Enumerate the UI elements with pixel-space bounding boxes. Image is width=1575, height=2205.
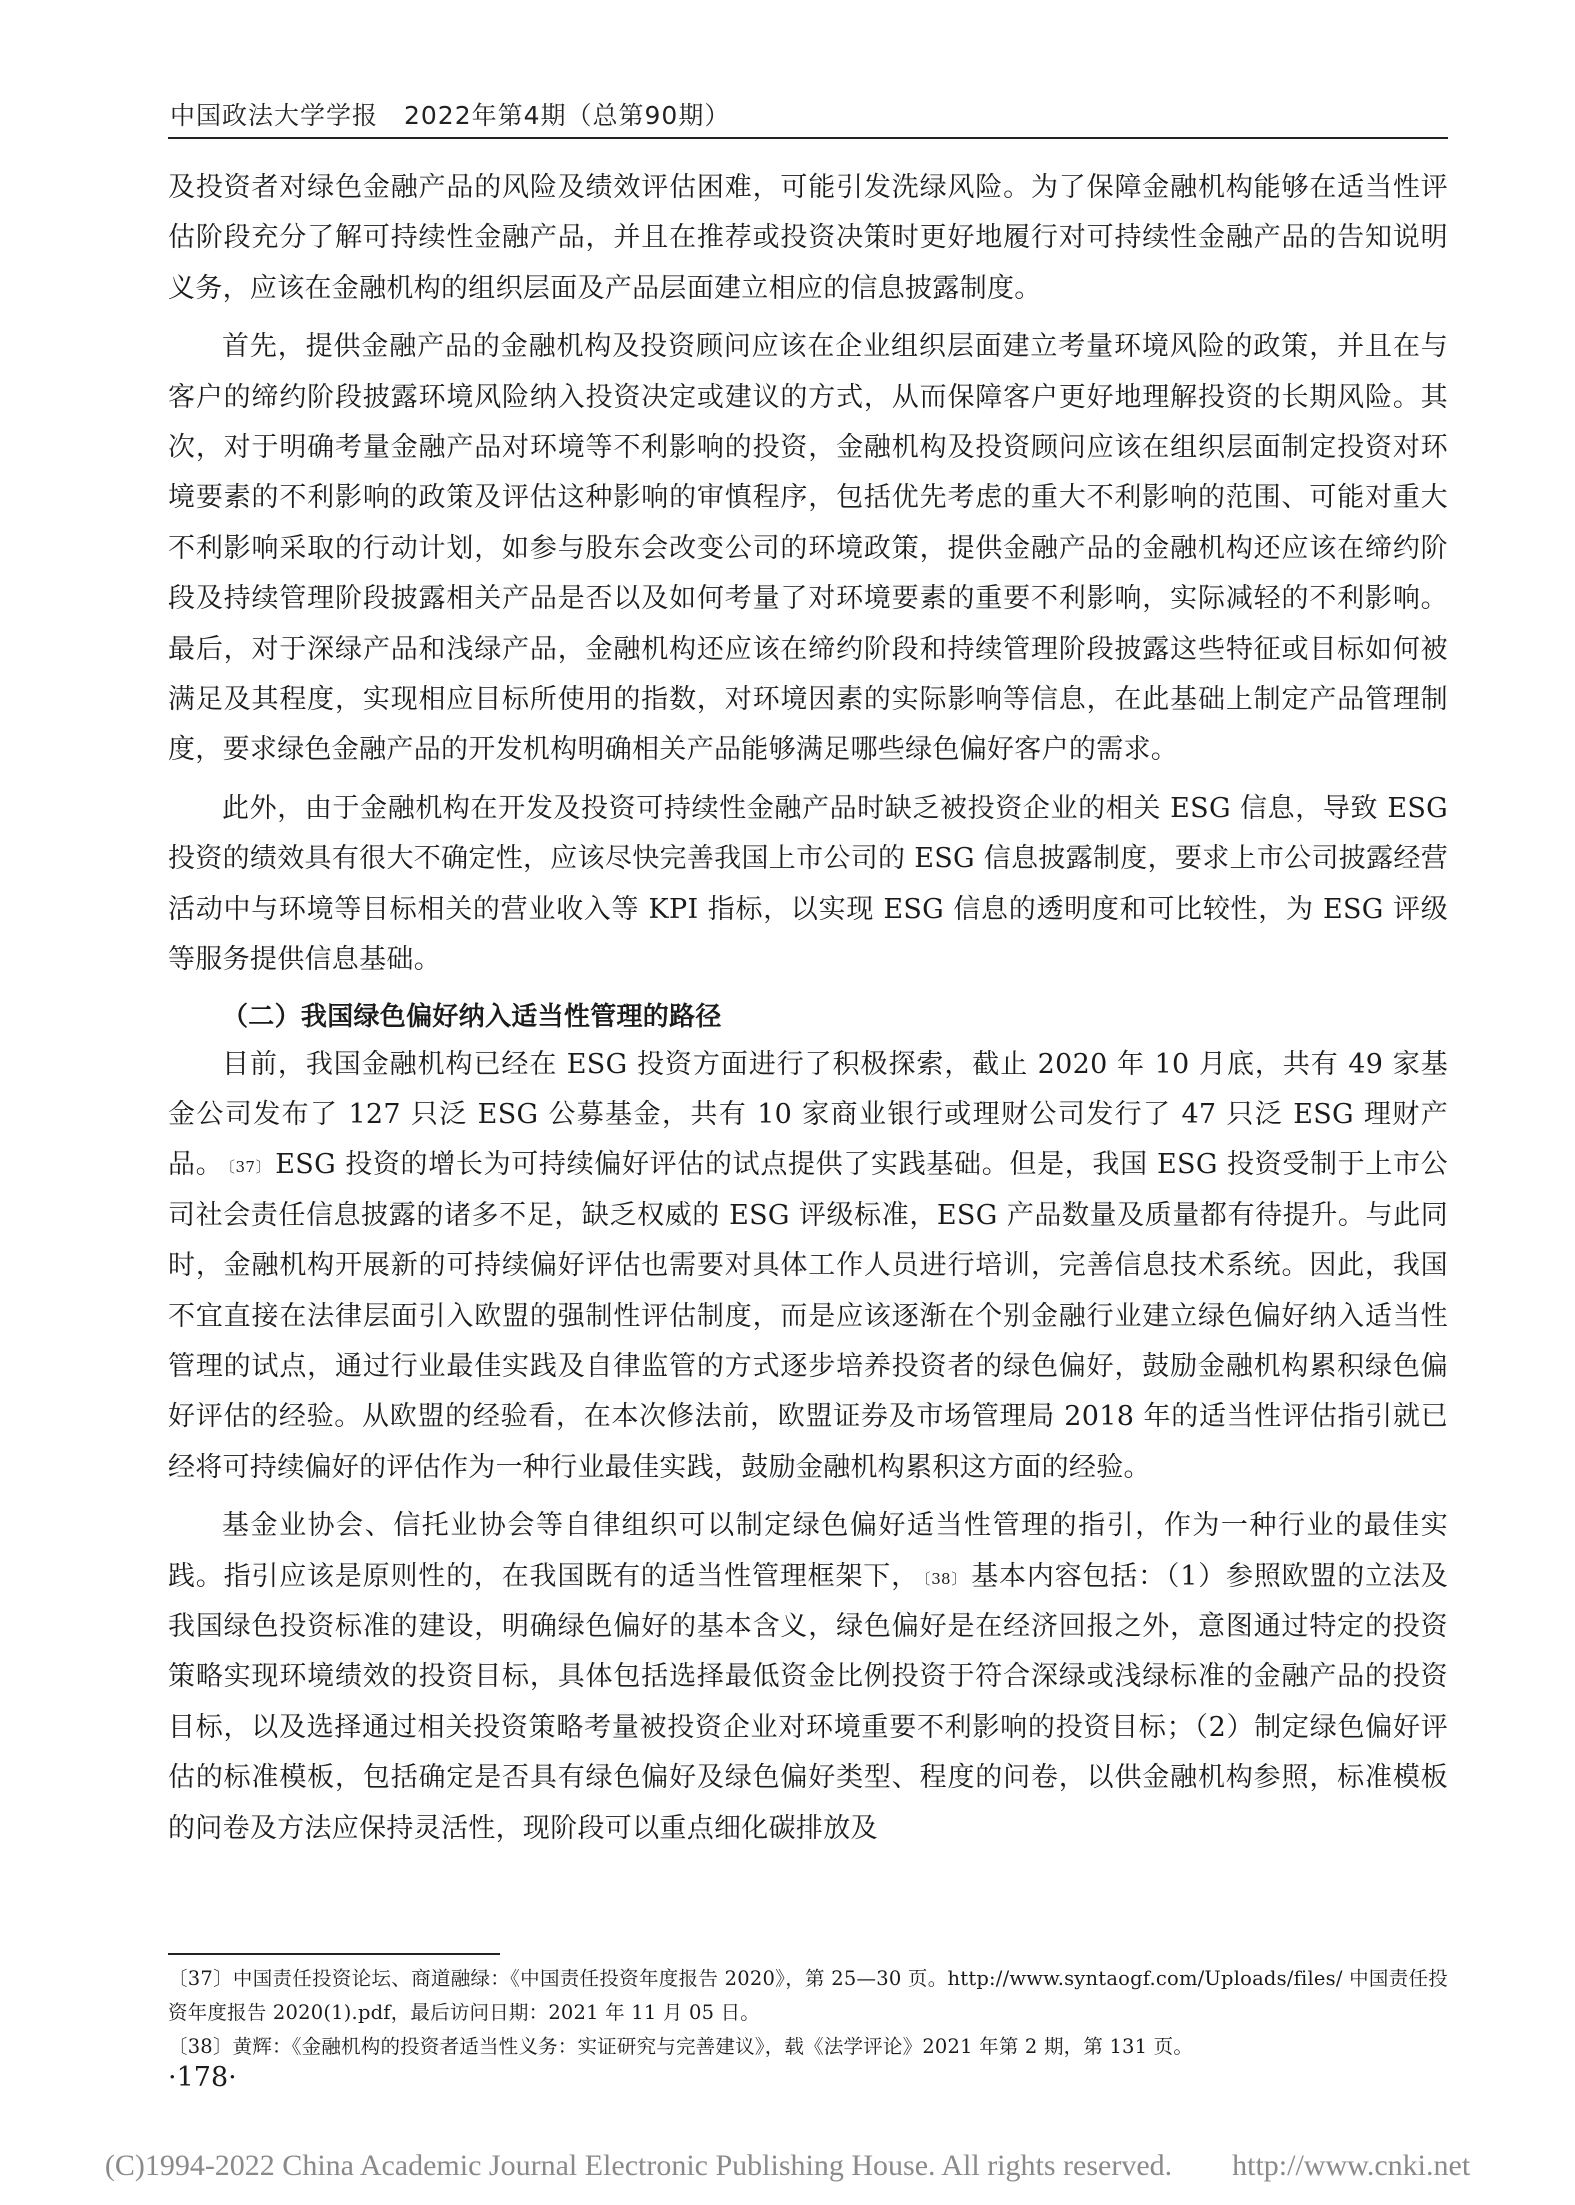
footnote-37: 〔37〕中国责任投资论坛、商道融绿：《中国责任投资年度报告 2020》，第 25—30 页。http://www.syntaogf.com/Uploads/files/ 中国责任投资年度报告 2020(1).pdf，最后访问日期：2021 年 11 月 05 日。 [168,1967,1448,2024]
footnote-ref-37[interactable]: 〔37〕 [227,1158,272,1177]
header-rule [168,137,1448,139]
paragraph-2: 首先，提供金融产品的金融机构及投资顾问应该在企业组织层面建立考量环境风险的政策，并且在与客户的缔约阶段披露环境风险纳入投资决定或建议的方式，从而保障客户更好地理解投资的长期风险。其次，对于明确考量金融产品对环境等不利影响的投资，金融机构及投资顾问应该在组织层面制定投资对环境要素的不利影响的政策及评估这种影响的审慎程序，包括优先考虑的重大不利影响的范围、可能对重大不利影响采取的行动计划，如参与股东会改变公司的环境政策，提供金融产品的金融机构还应该在缔约阶段及持续管理阶段披露相关产品是否以及如何考量了对环境要素的重要不利影响，实际减轻的不利影响。最后，对于深绿产品和浅绿产品，金融机构还应该在缔约阶段和持续管理阶段披露这些特征或目标如何被满足及其程度，实现相应目标所使用的指数，对环境因素的实际影响等信息，在此基础上制定产品管理制度，要求绿色金融产品的开发机构明确相关产品能够满足哪些绿色偏好客户的需求。 [168,331,1448,766]
paragraph-4 [168,1040,1448,1494]
paragraph-4-part-b: ESG 投资的增长为可持续偏好评估的试点提供了实践基础。但是，我国 ESG 投资受制于上市公司社会责任信息披露的诸多不足，缺乏权威的 ESG 评级标准，ESG 产品数量及质量都有待提升。与此同时，金融机构开展新的可持续偏好评估也需要对具体工作人员进行培训，完善信息技术系统。因此，我国不宜直接在法律层面引入欧盟的强制性评估制度，而是应该逐渐在个别金融行业建立绿色偏好纳入适当性管理的试点，通过行业最佳实践及自律监管的方式逐步培养投资者的绿色偏好，鼓励金融机构累积绿色偏好评估的经验。从欧盟的经验看，在本次修法前，欧盟证券及市场管理局 2018 年的适当性评估指引就已经将可持续偏好的评估作为一种行业最佳实践，鼓励金融机构累积这方面的经验。 [168,1149,1448,1483]
footnote-rule [168,1953,500,1955]
paragraph-5 [168,1501,1448,1854]
copyright-notice: (C)1994-2022 China Academic Journal Electronic Publishing House. All rights reserved. http://www.cnki.net [104,2149,1471,2182]
footnote-ref-38[interactable]: 〔38〕 [922,1569,968,1588]
footnote-38: 〔38〕黄辉：《金融机构的投资者适当性义务：实证研究与完善建议》，载《法学评论》2021 年第 2 期，第 131 页。 [168,2035,1194,2058]
paragraph-3: 此外，由于金融机构在开发及投资可持续性金融产品时缺乏被投资企业的相关 ESG 信息，导致 ESG 投资的绩效具有很大不确定性，应该尽快完善我国上市公司的 ESG 信息披露制度，要求上市公司披露经营活动中与环境等目标相关的营业收入等 KPI 指标，以实现 ESG 信息的透明度和可比较性，为 ESG 评级等服务提供信息基础。 [168,792,1448,976]
page-number: ·178· [168,2062,237,2093]
paragraph-1: 及投资者对绿色金融产品的风险及绩效评估困难，可能引发洗绿风险。为了保障金融机构能够在适当性评估阶段充分了解可持续性金融产品，并且在推荐或投资决策时更好地履行对可持续性金融产品的告知说明义务，应该在金融机构的组织层面及产品层面建立相应的信息披露制度。 [168,172,1448,304]
body-text [168,163,1448,1862]
section-heading: （二）我国绿色偏好纳入适当性管理的路径 [222,1001,722,1032]
paragraph-5-part-b: 基本内容包括：（1）参照欧盟的立法及我国绿色投资标准的建设，明确绿色偏好的基本含义，绿色偏好是在经济回报之外，意图通过特定的投资策略实现环境绩效的投资目标，具体包括选择最低资金比例投资于符合深绿或浅绿标准的金融产品的投资目标，以及选择通过相关投资策略考量被投资企业对环境重要不利影响的投资目标；（2）制定绿色偏好评估的标准模板，包括确定是否具有绿色偏好及绿色偏好类型、程度的问卷，以供金融机构参照，标准模板的问卷及方法应保持灵活性，现阶段可以重点细化碳排放及 [168,1560,1448,1844]
paragraph-5-part-a: 基金业协会、信托业协会等自律组织可以制定绿色偏好适当性管理的指引，作为一种行业的最佳实践。指引应该是原则性的，在我国既有的适当性管理框架下， [168,1510,1448,1592]
paragraph-4-part-a: 目前，我国金融机构已经在 ESG 投资方面进行了积极探索，截止 2020 年 10 月底，共有 49 家基金公司发布了 127 只泛 ESG 公募基金，共有 10 家商业银行或理财公司发行了 47 只泛 ESG 理财产品。 [168,1048,1448,1181]
footnotes [168,1962,1448,2064]
running-header: 中国政法大学学报 2022年第4期（总第90期） [170,101,731,130]
